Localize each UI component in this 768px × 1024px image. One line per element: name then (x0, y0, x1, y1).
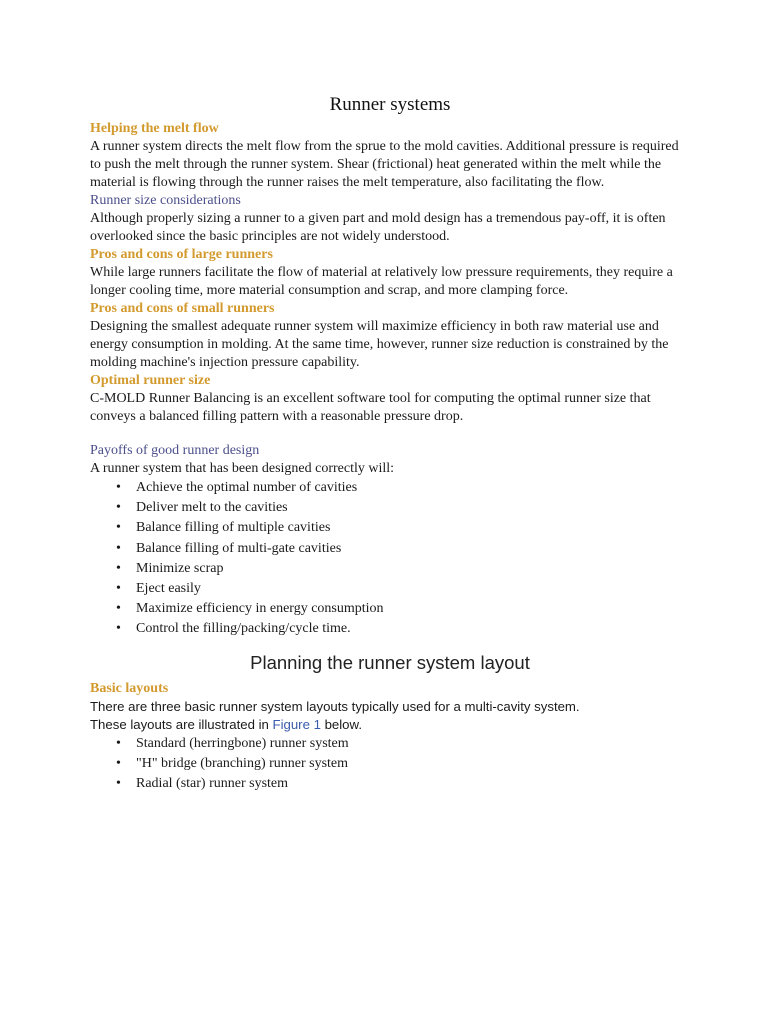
paragraph-large-runners: While large runners facilitate the flow of material at relatively low pressure requirements, they require a longer cooling time, more material consumption and scrap, and more clamping force. (90, 265, 673, 298)
bullet-icon: • (116, 601, 121, 617)
list-item: • Radial (star) runner system (90, 774, 690, 794)
heading-basic-layouts: Basic layouts (90, 680, 169, 696)
heading-large-runners: Pros and cons of large runners (90, 247, 273, 262)
bullet-icon: • (116, 581, 121, 597)
bullet-icon: • (116, 540, 121, 556)
list-item: • Maximize efficiency in energy consumption (90, 599, 690, 619)
paragraph-helping-melt-flow: A runner system directs the melt flow from the sprue to the mold cavities. Additional pressure is required to push the melt through the runner system. Shear (frictional) heat generated within the melt while the material is flowing through the runner raises the melt temperature, also facilitating the flow. (90, 139, 679, 190)
paragraph-runner-size: Although properly sizing a runner to a given part and mold design has a tremendous pay-off, it is often overlooked since the basic principles are not widely understood. (90, 211, 666, 244)
heading-small-runners: Pros and cons of small runners (90, 301, 275, 316)
list-item: • Standard (herringbone) runner system (90, 734, 690, 754)
figure-1-link[interactable]: Figure 1 (272, 716, 321, 732)
list-item: • Achieve the optimal number of cavities (90, 478, 690, 498)
list-item: • Balance filling of multiple cavities (90, 518, 690, 538)
payoffs-list (90, 478, 690, 640)
bullet-icon: • (116, 735, 121, 751)
list-item: • "H" bridge (branching) runner system (90, 754, 690, 774)
list-item: • Eject easily (90, 579, 690, 599)
list-item: • Minimize scrap (90, 559, 690, 579)
paragraph-basic-layouts: There are three basic runner system layouts typically used for a multi-cavity system. (90, 698, 580, 714)
list-item: • Deliver melt to the cavities (90, 498, 690, 518)
bullet-icon: • (116, 755, 121, 771)
list-item: • Control the filling/packing/cycle time. (90, 619, 690, 639)
heading-runner-size: Runner size considerations (90, 193, 241, 208)
bullet-icon: • (116, 776, 121, 792)
heading-optimal-runner-size: Optimal runner size (90, 373, 211, 388)
bullet-icon: • (116, 621, 121, 637)
paragraph-figure-reference: These layouts are illustrated in Figure 1 below. (90, 716, 362, 732)
paragraph-payoffs-intro: A runner system that has been designed correctly will: (90, 461, 395, 476)
heading-planning-layout: Planning the runner system layout (250, 651, 530, 673)
bullet-icon: • (116, 560, 121, 576)
list-item: • Balance filling of multi-gate cavities (90, 539, 690, 559)
bullet-icon: • (116, 520, 121, 536)
bullet-icon: • (116, 480, 121, 495)
basic-layouts-list (90, 734, 690, 795)
bullet-icon: • (116, 500, 121, 516)
paragraph-optimal-runner-size: C-MOLD Runner Balancing is an excellent software tool for computing the optimal runner size that conveys a balanced filling pattern with a reasonable pressure drop. (90, 391, 651, 424)
document-page (90, 92, 690, 794)
paragraph-small-runners: Designing the smallest adequate runner system will maximize efficiency in both raw material use and energy consumption in molding. At the same time, however, runner size reduction is constrained by the molding machine's injection pressure capability. (90, 319, 669, 370)
heading-helping-melt-flow: Helping the melt flow (90, 121, 219, 136)
heading-payoffs: Payoffs of good runner design (90, 443, 260, 458)
page-title: Runner systems (329, 94, 451, 115)
